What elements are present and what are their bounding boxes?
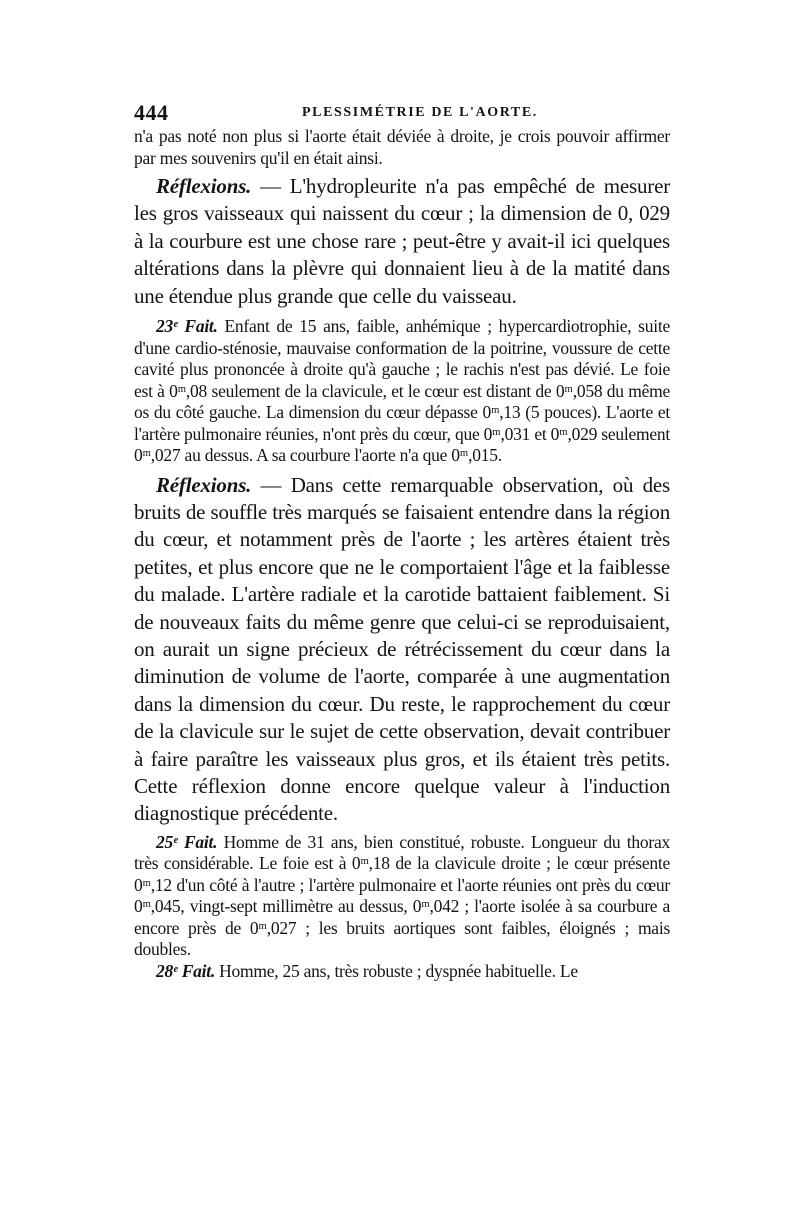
- paragraph-text: — L'hydropleurite n'a pas empêché de mesurer les gros vaisseaux qui naissent du cœur ; la dimension de 0, 029 à la courbure est une chose rare ; peut-être y avait-il ici quelques altérations dans la plèvre qui donnaient lieu à de la matité dans une étendue plus grande que celle du vaisseau.: [134, 174, 670, 308]
- paragraph-label: 25ᵉ Fait.: [156, 831, 218, 852]
- paragraph-label: 23ᵉ Fait.: [156, 316, 218, 337]
- page-body: [134, 126, 670, 982]
- paragraph-fait-23: [134, 316, 670, 467]
- paragraph-continuation: [134, 126, 670, 169]
- paragraph-text: Homme, 25 ans, très robuste ; dyspnée habituelle. Le: [214, 960, 578, 981]
- paragraph-text: — Dans cette remarquable observation, où des bruits de souffle très marqués se faisaient entendre dans la région du cœur, et notamment près de l'aorte ; les artères étaient très petites, et plus encore que ne le comportaient l'âge et la faiblesse du malade. L'artère radiale et la carotide battaient faiblement. Si de nouveaux faits du même genre que celui-ci se reproduisaient, on aurait un signe précieux de rétrécissement du cœur dans la diminution de volume de l'aorte, comparée à une augmentation dans la dimension du cœur. Du reste, le rapprochement du cœur de la clavicule sur le sujet de cette observation, devait contribuer à faire paraître les vaisseaux plus gros, et ils étaient très petits. Cette réflexion donne encore quelque valeur à l'induction diagnostique précédente.: [134, 472, 670, 826]
- paragraph-text: Homme de 31 ans, bien constitué, robuste. Longueur du thorax très considérable. Le foie est à 0ᵐ,18 de la clavicule droite ; le cœur présente 0ᵐ,12 d'un côté à l'autre ; l'artère pulmonaire et l'aorte réunies ont près du cœur 0ᵐ,045, vingt-sept millimètre au dessus, 0ᵐ,042 ; l'aorte isolée à sa courbure a encore près de 0ᵐ,027 ; les bruits aortiques sont faibles, éloignés ; mais doubles.: [134, 831, 670, 960]
- paragraph-label: 28ᵉ Fait.: [156, 960, 215, 981]
- paragraph-text: n'a pas noté non plus si l'aorte était déviée à droite, je crois pouvoir affirmer par mes souvenirs qu'il en était ainsi.: [134, 126, 670, 168]
- page-header: [134, 100, 670, 126]
- running-head: PLESSIMÉTRIE DE L'AORTE.: [302, 105, 538, 120]
- page-number: 444: [134, 100, 169, 125]
- paragraph-text: Enfant de 15 ans, faible, anhémique ; hypercardiotrophie, suite d'une cardio-sténosie, mauvaise conformation de la poitrine, voussure de cette cavité plus prononcée à droite qu'à gauche ; le rachis n'est pas dévié. Le foie est à 0ᵐ,08 seulement de la clavicule, et le cœur est distant de 0ᵐ,058 du même os du côté gauche. La dimension du cœur dépasse 0ᵐ,13 (5 pouces). L'aorte et l'artère pulmonaire réunies, n'ont près du cœur, que 0ᵐ,031 et 0ᵐ,029 seulement 0ᵐ,027 au dessus. A sa courbure l'aorte n'a que 0ᵐ,015.: [134, 316, 670, 466]
- paragraph-label: Réflexions.: [156, 472, 252, 497]
- paragraph-label: Réflexions.: [156, 174, 252, 198]
- paragraph-fait-25: [134, 832, 670, 961]
- paragraph-reflexions-2: [134, 472, 670, 828]
- paragraph-fait-28: [134, 961, 670, 983]
- paragraph-reflexions-1: [134, 173, 670, 310]
